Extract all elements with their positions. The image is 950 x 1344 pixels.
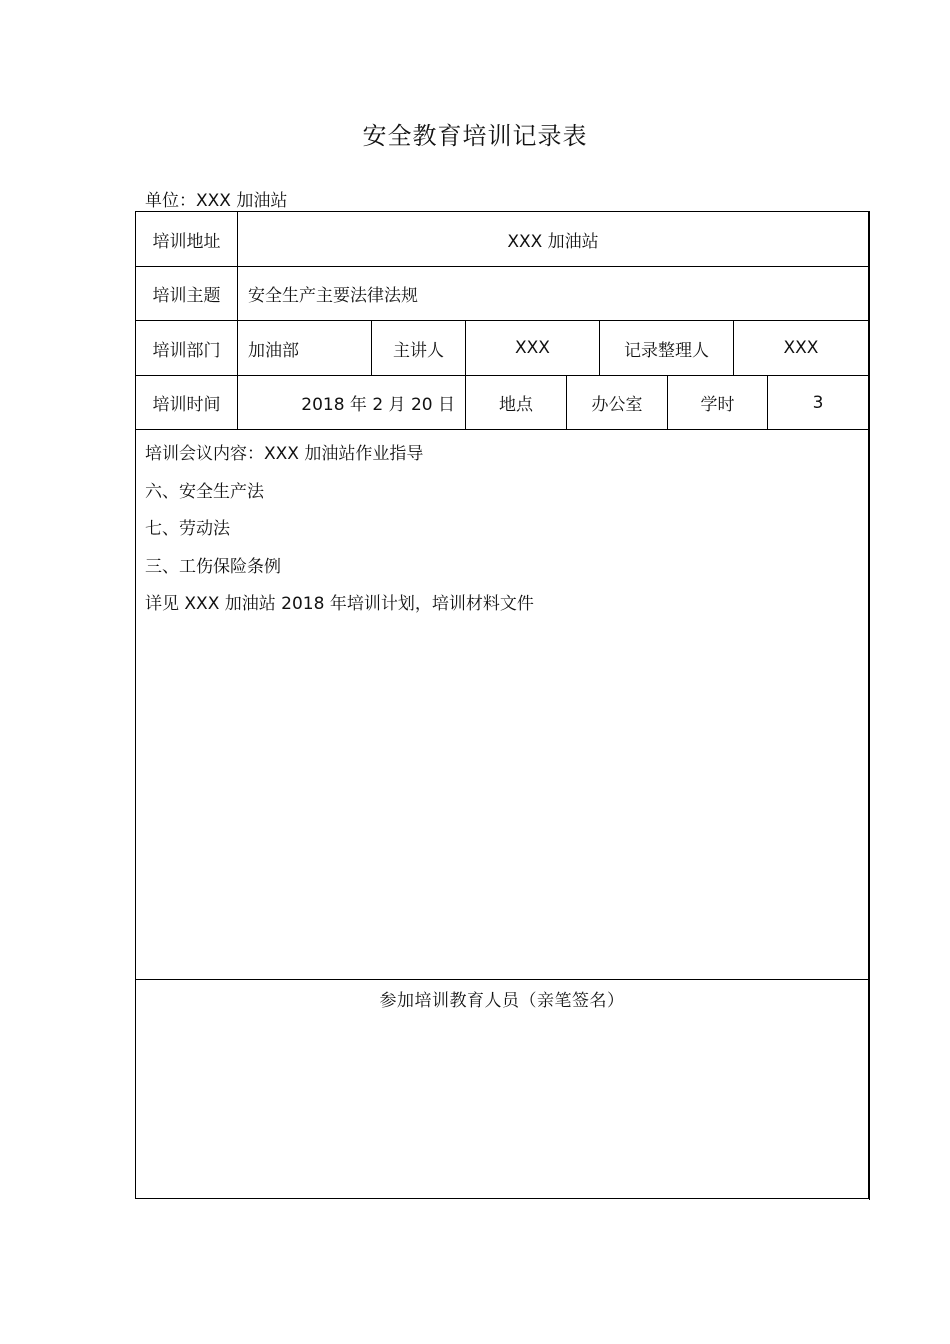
- location-label: 地点: [466, 376, 567, 429]
- location-value: 办公室: [567, 376, 668, 429]
- topic-value: 安全生产主要法律法规: [248, 286, 418, 306]
- address-value: XXX 加油站: [507, 231, 599, 252]
- content-line: 培训会议内容：XXX 加油站作业指导: [145, 444, 424, 464]
- hours-value: 3: [812, 392, 824, 413]
- content-line: 七、劳动法: [145, 519, 230, 539]
- recorder-value: XXX: [783, 338, 819, 358]
- recorder-label: 记录整理人: [600, 321, 734, 375]
- table-right-double-border: [869, 211, 871, 1200]
- hours-label: 学时: [668, 376, 768, 429]
- department-label: 培训部门: [136, 321, 238, 375]
- training-record-form: [135, 211, 869, 1199]
- address-label: 培训地址: [136, 212, 238, 266]
- training-content-area: [136, 430, 868, 980]
- topic-label: 培训主题: [136, 267, 238, 320]
- training-date: 2018 年 2 月 20 日: [238, 376, 466, 429]
- time-label: 培训时间: [136, 376, 238, 429]
- content-line: 六、安全生产法: [145, 481, 264, 502]
- unit-label: 单位：XXX 加油站: [145, 191, 288, 211]
- content-line: 详见 XXX 加油站 2018 年培训计划，培训材料文件: [145, 594, 534, 614]
- page-title: 安全教育培训记录表: [362, 122, 588, 150]
- signature-area: [136, 980, 868, 1198]
- department-value: 加油部: [238, 321, 372, 375]
- department-row: [136, 321, 868, 376]
- content-line: 三、工伤保险条例: [145, 556, 281, 577]
- address-row: [136, 212, 868, 267]
- lecturer-value: XXX: [466, 321, 600, 375]
- time-row: [136, 376, 868, 430]
- signature-title: 参加培训教育人员（亲笔签名）: [379, 991, 625, 1011]
- lecturer-label: 主讲人: [372, 321, 466, 375]
- topic-row: [136, 267, 868, 321]
